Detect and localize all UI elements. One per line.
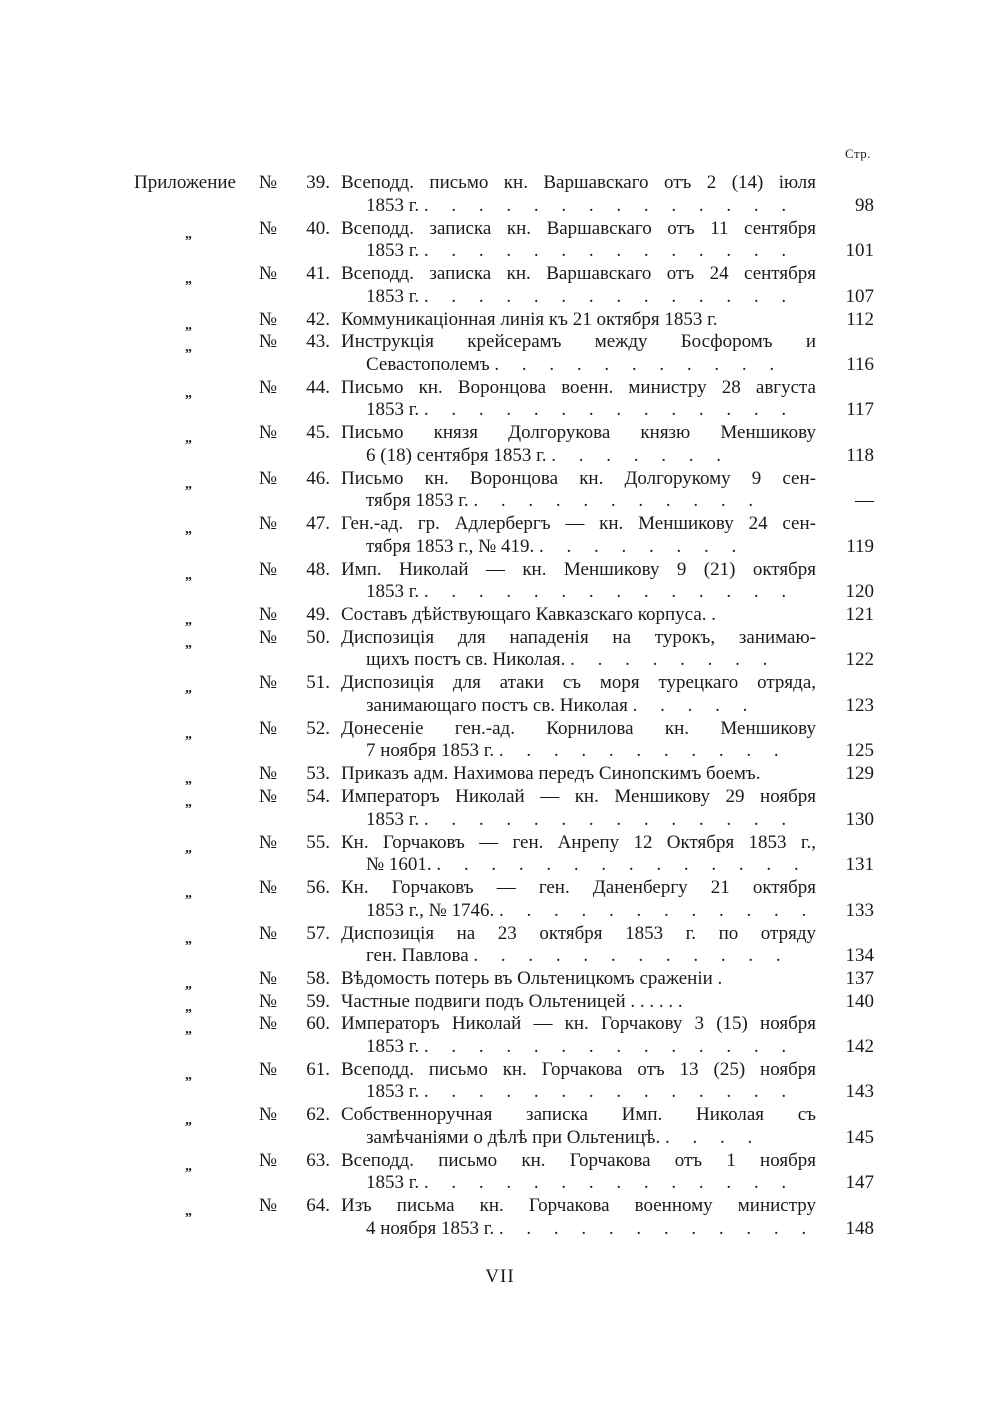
entry-title-continuation-text: тября 1853 г. (366, 490, 469, 512)
appendix-number: 58. (306, 968, 330, 990)
toc-entry (0, 468, 1000, 514)
appendix-number: 57. (306, 922, 330, 944)
leader-dots: . . . . . . . . . . . . (498, 1217, 816, 1239)
entry-title: Имп. Николай — кн. Меншикову 9 (21) октября (341, 558, 816, 580)
leader-dots: . . . . . . . . . . . . . . (423, 808, 796, 830)
entry-title: Инструкція крейсерамъ между Босфоромъ и (341, 331, 816, 353)
ditto-mark: „ (185, 613, 192, 629)
entry-title: Изъ письма кн. Горчакова военному министру (341, 1195, 816, 1217)
entry-title-continuation (366, 900, 816, 922)
appendix-number: 54. (306, 786, 330, 808)
entry-title-continuation (366, 240, 816, 262)
entry-title: Ген.-ад. гр. Адлербергъ — кн. Меншикову 24 сен- (341, 513, 816, 535)
entry-title: Составъ дѣйствующаго Кавказскаго корпуса. . (341, 604, 717, 626)
number-sign: № (258, 672, 278, 694)
number-sign: № (258, 308, 278, 330)
entry-title-continuation-text: тября 1853 г., № 419. (366, 535, 535, 557)
toc-entry (0, 331, 1000, 377)
entry-title-continuation-text: 1853 г. (366, 1172, 420, 1194)
entry-title-continuation-text: 1853 г. (366, 399, 420, 421)
number-sign: № (258, 331, 278, 353)
ditto-mark: „ (185, 931, 192, 947)
ditto-mark: „ (185, 1204, 192, 1220)
page-number: 118 (846, 444, 874, 466)
ditto-mark: „ (185, 1022, 192, 1038)
entry-title: Всеподд. письмо кн. Горчакова отъ 13 (25) ноября (341, 1058, 816, 1080)
appendix-number: 43. (306, 331, 330, 353)
ditto-mark: „ (185, 522, 192, 538)
toc-entry (0, 513, 1000, 559)
entry-title-continuation-text: замѣчаніями о дѣлѣ при Ольтеницѣ. (366, 1126, 661, 1148)
leader-dots: . . . . . . . . . . . . . . (423, 240, 796, 261)
page-number: 147 (845, 1172, 874, 1194)
toc-entry (0, 172, 1000, 218)
appendix-number: 39. (306, 172, 330, 193)
number-sign: № (258, 1195, 278, 1217)
number-sign: № (258, 763, 278, 785)
number-sign: № (258, 376, 278, 398)
leader-dots: . . . . . . . . . . . . . . (423, 1035, 796, 1057)
entry-title-continuation-text: Севастополемъ (366, 353, 490, 375)
ditto-mark: „ (185, 772, 192, 788)
entry-title-continuation-text: 1853 г. (366, 194, 420, 216)
number-sign: № (258, 263, 278, 284)
entry-title-continuation (366, 649, 816, 671)
toc-entry (0, 1150, 1000, 1196)
toc-entry (0, 877, 1000, 923)
entry-title-continuation (366, 445, 816, 467)
ditto-mark: „ (185, 977, 192, 993)
entry-title-continuation-text: 1853 г., № 1746. (366, 899, 495, 921)
toc-entry (0, 672, 1000, 718)
entry-title-continuation-text: 1853 г. (366, 240, 420, 261)
toc-entry (0, 968, 1000, 991)
entry-title: Письмо кн. Воронцова кн. Долгорукому 9 сен- (341, 467, 816, 489)
toc-entry (0, 1059, 1000, 1105)
toc-entry (0, 991, 1000, 1014)
page-number: 107 (845, 285, 874, 307)
leader-dots: . . . . . . . . . . . (494, 353, 784, 375)
appendix-number: 64. (306, 1195, 330, 1217)
appendix-number: 61. (306, 1058, 330, 1080)
page-number: 123 (845, 694, 874, 716)
ditto-mark: „ (185, 272, 192, 287)
toc-entry (0, 627, 1000, 673)
entry-title: Императоръ Николай — кн. Горчакову 3 (15) ноября (341, 1013, 816, 1035)
toc-entry (0, 1013, 1000, 1059)
ditto-mark: „ (185, 726, 192, 742)
entry-title: Диспозиція на 23 октября 1853 г. по отряду (341, 922, 816, 944)
page-folio: VII (485, 1266, 515, 1287)
leader-dots: . . . . . . . . . . . . . . (423, 194, 796, 216)
entry-title-continuation-text: 6 (18) сентября 1853 г. (366, 444, 547, 466)
appendix-number: 48. (306, 558, 330, 580)
leader-dots: . . . . (664, 1126, 762, 1148)
ditto-mark: „ (185, 681, 192, 697)
appendix-number: 41. (306, 263, 330, 284)
number-sign: № (258, 604, 278, 626)
number-sign: № (258, 1058, 278, 1080)
appendix-number: 52. (306, 717, 330, 739)
page-number: 116 (846, 353, 874, 375)
number-sign: № (258, 968, 278, 990)
page-number: 125 (845, 740, 874, 762)
appendix-number: 62. (306, 1104, 330, 1126)
ditto-mark: „ (185, 476, 192, 492)
number-sign: № (258, 558, 278, 580)
ditto-mark: „ (185, 886, 192, 902)
leader-dots: . . . . . . . . . . . . . . (423, 1081, 796, 1103)
entry-title-continuation (366, 740, 816, 762)
number-sign: № (258, 172, 278, 193)
ditto-mark: „ (185, 385, 192, 401)
leader-dots: . . . . . . . . . . . . . . (423, 581, 796, 603)
entry-title: Всеподд. письмо кн. Варшавскаго отъ 2 (14) іюля (341, 172, 816, 193)
entry-title: Императоръ Николай — кн. Меншикову 29 ноября (341, 786, 816, 808)
entry-title: Кн. Горчаковъ — ген. Даненбергу 21 октября (341, 877, 816, 899)
appendix-number: 46. (306, 467, 330, 489)
ditto-mark: „ (185, 431, 192, 447)
ditto-mark: „ (185, 1158, 192, 1174)
page-number: 143 (845, 1081, 874, 1103)
toc-entry (0, 832, 1000, 878)
appendix-number: 55. (306, 831, 330, 853)
toc-entry (0, 786, 1000, 832)
entry-title: Коммуникаціонная линія къ 21 октября 1853 г. (341, 308, 718, 330)
entry-title-continuation (366, 1127, 816, 1149)
entry-title-continuation (366, 536, 816, 558)
page-number: 131 (845, 854, 874, 876)
entry-title-continuation-text: 1853 г. (366, 1035, 420, 1057)
leader-dots: . . . . . . . . . . . . (473, 945, 790, 967)
entry-title-continuation (366, 581, 816, 603)
entry-title: Частные подвиги подъ Ольтеницей . . . . . . (341, 990, 683, 1012)
ditto-mark: „ (185, 317, 192, 333)
entry-title-continuation-text: ген. Павлова (366, 945, 469, 967)
appendix-number: 44. (306, 376, 330, 398)
entry-title-continuation (366, 809, 816, 831)
page-number: 140 (845, 990, 874, 1012)
page-number: 112 (846, 308, 874, 330)
number-sign: № (258, 922, 278, 944)
entry-title: Письмо кн. Воронцова военн. министру 28 августа (341, 376, 816, 398)
number-sign: № (258, 717, 278, 739)
entry-title: Вѣдомость потерь въ Ольтеницкомъ сраженіи . (341, 968, 723, 990)
entry-title: Всеподд. записка кн. Варшавскаго отъ 24 сентября (341, 263, 816, 284)
entry-title: Письмо князя Долгорукова князю Меншикову (341, 422, 816, 444)
ditto-mark: „ (185, 840, 192, 856)
appendix-label: Приложение (134, 172, 236, 193)
ditto-mark: „ (185, 795, 192, 811)
number-sign: № (258, 1104, 278, 1126)
leader-dots: . . . . . . . . (538, 535, 746, 557)
leader-dots: . . . . . . . . . . . (473, 490, 763, 512)
entry-title-continuation-text: 1853 г. (366, 1081, 420, 1103)
entry-title-continuation (366, 286, 816, 308)
page-number: 129 (845, 763, 874, 785)
appendix-number: 45. (306, 422, 330, 444)
toc-entry (0, 1195, 1000, 1241)
entry-title-continuation (366, 195, 816, 217)
toc-entry (0, 377, 1000, 423)
page-number: 119 (846, 535, 874, 557)
appendix-number: 40. (306, 217, 330, 239)
entry-title-continuation-text: 1853 г. (366, 285, 420, 307)
page-number: 101 (845, 240, 874, 261)
number-sign: № (258, 877, 278, 899)
number-sign: № (258, 217, 278, 239)
entry-title-continuation-text: 4 ноября 1853 г. (366, 1217, 495, 1239)
number-sign: № (258, 513, 278, 535)
leader-dots: . . . . . (632, 694, 757, 716)
ditto-mark: „ (185, 226, 192, 242)
appendix-number: 60. (306, 1013, 330, 1035)
entry-title-continuation-text: щихъ постъ св. Николая. (366, 649, 566, 671)
number-sign: № (258, 467, 278, 489)
appendix-number: 50. (306, 626, 330, 648)
toc-entry (0, 309, 1000, 332)
entry-title: Собственноручная записка Имп. Николая съ (341, 1104, 816, 1126)
page-number: 134 (845, 945, 874, 967)
entry-title-continuation-text: занимающаго постъ св. Николая (366, 694, 628, 716)
appendix-number: 51. (306, 672, 330, 694)
entry-title-continuation (366, 1218, 816, 1240)
entry-title-continuation (366, 945, 816, 967)
ditto-mark: „ (185, 340, 192, 356)
number-sign: № (258, 1013, 278, 1035)
entry-title-continuation (366, 1172, 816, 1194)
number-sign: № (258, 422, 278, 444)
number-sign: № (258, 831, 278, 853)
page-number: 148 (845, 1217, 874, 1239)
entry-title-continuation-text: № 1601. (366, 854, 432, 876)
leader-dots: . . . . . . . . . . . . . . (436, 854, 808, 876)
leader-dots: . . . . . . . . . . . . . . (423, 1172, 796, 1194)
page-number: 137 (845, 968, 874, 990)
table-of-contents (0, 172, 1000, 1241)
toc-entry (0, 923, 1000, 969)
number-sign: № (258, 786, 278, 808)
entry-title-continuation-text: 7 ноября 1853 г. (366, 740, 495, 762)
appendix-number: 53. (306, 763, 330, 785)
entry-title: Всеподд. письмо кн. Горчакова отъ 1 ноября (341, 1149, 816, 1171)
page-number: — (855, 490, 874, 512)
ditto-mark: „ (185, 567, 192, 583)
entry-title-continuation (366, 490, 816, 512)
page-number: 133 (845, 899, 874, 921)
page-number: 117 (846, 399, 874, 421)
entry-title-continuation (366, 354, 816, 376)
page-number: 121 (845, 604, 874, 626)
page-number: 98 (855, 194, 874, 216)
appendix-number: 56. (306, 877, 330, 899)
page-number: 142 (845, 1035, 874, 1057)
appendix-number: 47. (306, 513, 330, 535)
leader-dots: . . . . . . . . (570, 649, 777, 671)
toc-entry (0, 263, 1000, 309)
leader-dots: . . . . . . . (551, 444, 731, 466)
number-sign: № (258, 1149, 278, 1171)
entry-title: Всеподд. записка кн. Варшавскаго отъ 11 сентября (341, 217, 816, 239)
entry-title-continuation-text: 1853 г. (366, 581, 420, 603)
entry-title: Приказъ адм. Нахимова передъ Синопскимъ боемъ. (341, 763, 761, 785)
page-number: 145 (845, 1126, 874, 1148)
appendix-number: 59. (306, 990, 330, 1012)
page-number: 122 (845, 649, 874, 671)
toc-entry (0, 763, 1000, 786)
leader-dots: . . . . . . . . . . . . (499, 899, 816, 921)
number-sign: № (258, 626, 278, 648)
appendix-number: 63. (306, 1149, 330, 1171)
toc-entry (0, 422, 1000, 468)
toc-entry (0, 1104, 1000, 1150)
page-column-header: Стр. (844, 146, 872, 161)
ditto-mark: „ (185, 1067, 192, 1083)
page-number: 130 (845, 808, 874, 830)
entry-title-continuation (366, 1081, 816, 1103)
number-sign: № (258, 990, 278, 1012)
leader-dots: . . . . . . . . . . . (498, 740, 788, 762)
appendix-number: 49. (306, 604, 330, 626)
page-number: 120 (845, 581, 874, 603)
toc-entry (0, 218, 1000, 264)
leader-dots: . . . . . . . . . . . . . . (423, 399, 796, 421)
entry-title-continuation (366, 854, 816, 876)
entry-title: Кн. Горчаковъ — ген. Анрепу 12 Октября 1853 г., (341, 831, 816, 853)
ditto-mark: „ (185, 999, 192, 1015)
entry-title-continuation (366, 399, 816, 421)
toc-entry (0, 718, 1000, 764)
ditto-mark: „ (185, 635, 192, 651)
ditto-mark: „ (185, 1113, 192, 1129)
entry-title: Диспозиція для нападенія на турокъ, занимаю- (341, 626, 816, 648)
leader-dots: . . . . . . . . . . . . . . (423, 285, 796, 307)
toc-entry (0, 604, 1000, 627)
entry-title: Донесеніе ген.-ад. Корнилова кн. Меншикову (341, 717, 816, 739)
entry-title-continuation (366, 695, 816, 717)
entry-title-continuation-text: 1853 г. (366, 808, 420, 830)
entry-title-continuation (366, 1036, 816, 1058)
appendix-number: 42. (306, 308, 330, 330)
toc-entry (0, 559, 1000, 605)
entry-title: Диспозиція для атаки съ моря турецкаго отряда, (341, 672, 816, 694)
